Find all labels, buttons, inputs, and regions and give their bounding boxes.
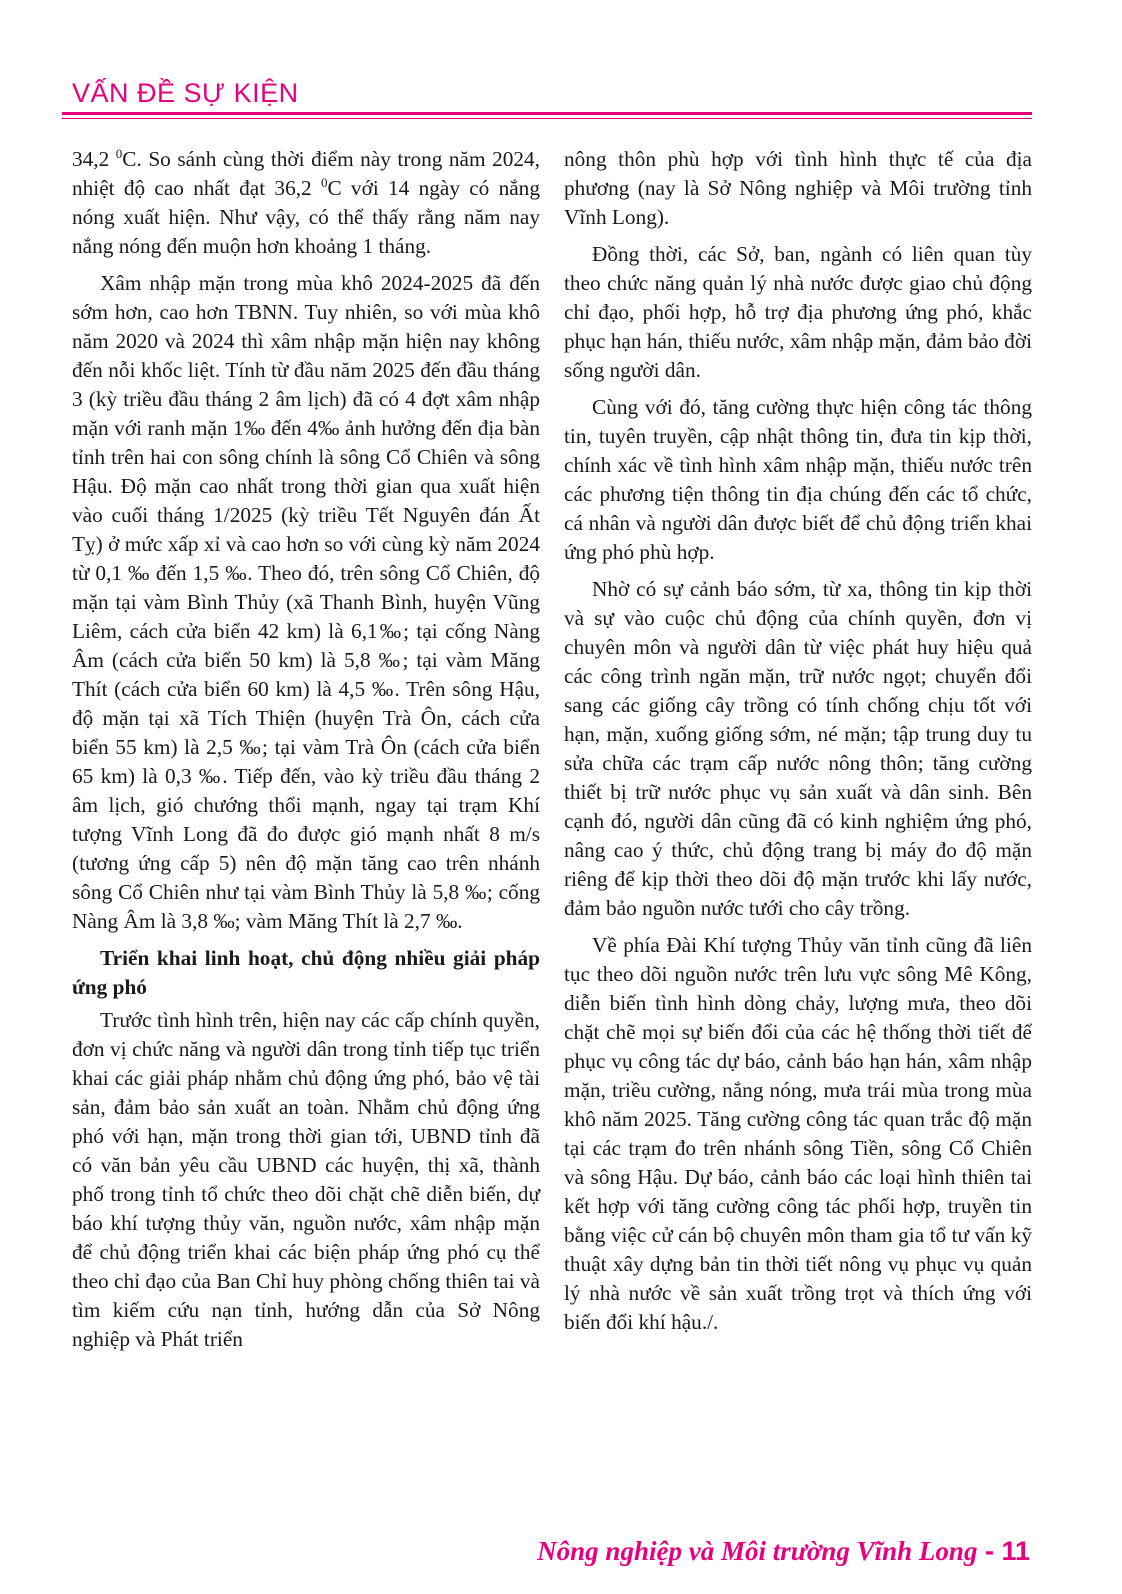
degree-superscript: 0 <box>320 175 328 190</box>
paragraph-response: Trước tình hình trên, hiện nay các cấp chính quyền, đơn vị chức năng và người dân trong tỉnh tiếp tục triển khai các giải pháp nhằm chủ động ứng phó, bảo vệ tài sản, đảm bảo sản xuất an toàn. Nhằm chủ động ứng phó với hạn, mặn trong thời gian tới, UBND tỉnh đã có văn bản yêu cầu UBND các huyện, thị xã, thành phố trong tỉnh tổ chức theo dõi chặt chẽ diễn biến, dự báo khí tượng thủy văn, nguồn nước, xâm nhập mặn để chủ động triển khai các biện pháp ứng phó cụ thể theo chỉ đạo của Ban Chỉ huy phòng chống thiên tai và tìm kiếm cứu nạn tỉnh, hướng dẫn của Sở Nông nghiệp và Phát triển <box>72 1008 540 1351</box>
paragraph-hydromet-station: Về phía Đài Khí tượng Thủy văn tỉnh cũng đã liên tục theo dõi nguồn nước trên lưu vực sông Mê Kông, diễn biến tình hình dòng chảy, lượng mưa, theo dõi chặt chẽ mọi sự biến đổi của các hệ thống thời tiết để phục vụ công tác dự báo, cảnh báo hạn hán, xâm nhập mặn, triều cường, nắng nóng, mưa trái mùa trong mùa khô năm 2025. Tăng cường công tác quan trắc độ mặn tại các trạm đo trên nhánh sông Tiền, sông Cổ Chiên và sông Hậu. Dự báo, cảnh báo các loại hình thiên tai kết hợp với tăng cường công tác phối hợp, truyền tin bằng việc cử cán bộ chuyên môn tham gia tổ tư vấn kỹ thuật xây dựng bản tin thời tiết nông vụ phục vụ quản lý nhà nước về sản xuất trồng trọt và thích ứng với biến đổi khí hậu./. <box>564 933 1032 1334</box>
left-column <box>72 145 540 1362</box>
degree-superscript: 0 <box>115 146 123 161</box>
paragraph-temperature <box>72 145 540 261</box>
text-segment: C với 14 ngày có nắng nóng xuất hiện. Như vậy, có thể thấy rằng năm nay nắng nóng đến muộn hơn khoảng 1 tháng. <box>72 176 540 258</box>
paragraph-communication: Cùng với đó, tăng cường thực hiện công tác thông tin, tuyên truyền, cập nhật thông tin, đưa tin kịp thời, chính xác về tình hình xâm nhập mặn, thiếu nước trên các phương tiện thông tin địa chúng đến các tổ chức, cá nhân và người dân được biết để chủ động triển khai ứng phó phù hợp. <box>564 395 1032 564</box>
page-footer <box>537 1536 1030 1567</box>
paragraph-departments: Đồng thời, các Sở, ban, ngành có liên quan tùy theo chức năng quản lý nhà nước được giao chủ động chỉ đạo, phối hợp, hỗ trợ địa phương ứng phó, khắc phục hạn hán, thiếu nước, xâm nhập mặn, đảm bảo đời sống người dân. <box>564 242 1032 382</box>
paragraph-continuation: nông thôn phù hợp với tình hình thực tế của địa phương (nay là Sở Nông nghiệp và Môi trường tỉnh Vĩnh Long). <box>564 147 1032 229</box>
header-rule-thick <box>62 112 1032 115</box>
section-heading: Triển khai linh hoạt, chủ động nhiều giải pháp ứng phó <box>72 946 540 999</box>
journal-name: Nông nghiệp và Môi trường Vĩnh Long <box>537 1536 978 1566</box>
right-column <box>564 145 1032 1345</box>
text-segment: 34,2 <box>72 147 116 171</box>
section-title: VẤN ĐỀ SỰ KIỆN <box>72 78 299 108</box>
header-rule-thin <box>62 118 1032 119</box>
page-number: - 11 <box>977 1536 1030 1566</box>
paragraph-early-warning: Nhờ có sự cảnh báo sớm, từ xa, thông tin kịp thời và sự vào cuộc chủ động của chính quyền, đơn vị chuyên môn và người dân từ việc phát huy hiệu quả các công trình ngăn mặn, trữ nước ngọt; chuyển đổi sang các giống cây trồng có tính chống chịu tốt với hạn, mặn, xuống giống sớm, né mặn; tập trung duy tu sửa chữa các trạm cấp nước nông thôn; tăng cường thiết bị trữ nước phục vụ sản xuất và dân sinh. Bên cạnh đó, người dân cũng đã có kinh nghiệm ứng phó, nâng cao ý thức, chủ động trang bị máy đo độ mặn riêng để kịp thời theo dõi độ mặn trước khi lấy nước, đảm bảo nguồn nước tưới cho cây trồng. <box>564 577 1032 920</box>
paragraph-salinity: Xâm nhập mặn trong mùa khô 2024-2025 đã đến sớm hơn, cao hơn TBNN. Tuy nhiên, so với mùa khô năm 2020 và 2024 thì xâm nhập mặn hiện nay không đến nỗi khốc liệt. Tính từ đầu năm 2025 đến đầu tháng 3 (kỳ triều đầu tháng 2 âm lịch) đã có 4 đợt xâm nhập mặn với ranh mặn 1‰ đến 4‰ ảnh hưởng đến địa bàn tỉnh trên hai con sông chính là sông Cổ Chiên và sông Hậu. Độ mặn cao nhất trong thời gian qua xuất hiện vào cuối tháng 1/2025 (kỳ triều Tết Nguyên đán Ất Tỵ) ở mức xấp xỉ và cao hơn so với cùng kỳ năm 2024 từ 0,1 ‰ đến 1,5 ‰. Theo đó, trên sông Cổ Chiên, độ mặn tại vàm Bình Thủy (xã Thanh Bình, huyện Vũng Liêm, cách cửa biển 42 km) là 6,1‰; tại cống Nàng Âm (cách cửa biển 50 km) là 5,8 ‰; tại vàm Măng Thít (cách cửa biển 60 km) là 4,5 ‰. Trên sông Hậu, độ mặn tại xã Tích Thiện (huyện Trà Ôn, cách cửa biển 55 km) là 2,5 ‰; tại vàm Trà Ôn (cách cửa biển 65 km) là 0,3 ‰. Tiếp đến, vào kỳ triều đầu tháng 2 âm lịch, gió chướng thổi mạnh, ngay tại trạm Khí tượng Vĩnh Long đã đo được gió mạnh nhất 8 m/s (tương ứng cấp 5) nên độ mặn tăng cao trên nhánh sông Cổ Chiên như tại vàm Bình Thủy là 5,8 ‰; cống Nàng Âm là 3,8 ‰; vàm Măng Thít là 2,7 ‰. <box>72 271 540 933</box>
text-segment: C. So sánh cùng thời điểm này trong năm 2024, nhiệt độ cao nhất đạt 36,2 <box>72 147 541 200</box>
